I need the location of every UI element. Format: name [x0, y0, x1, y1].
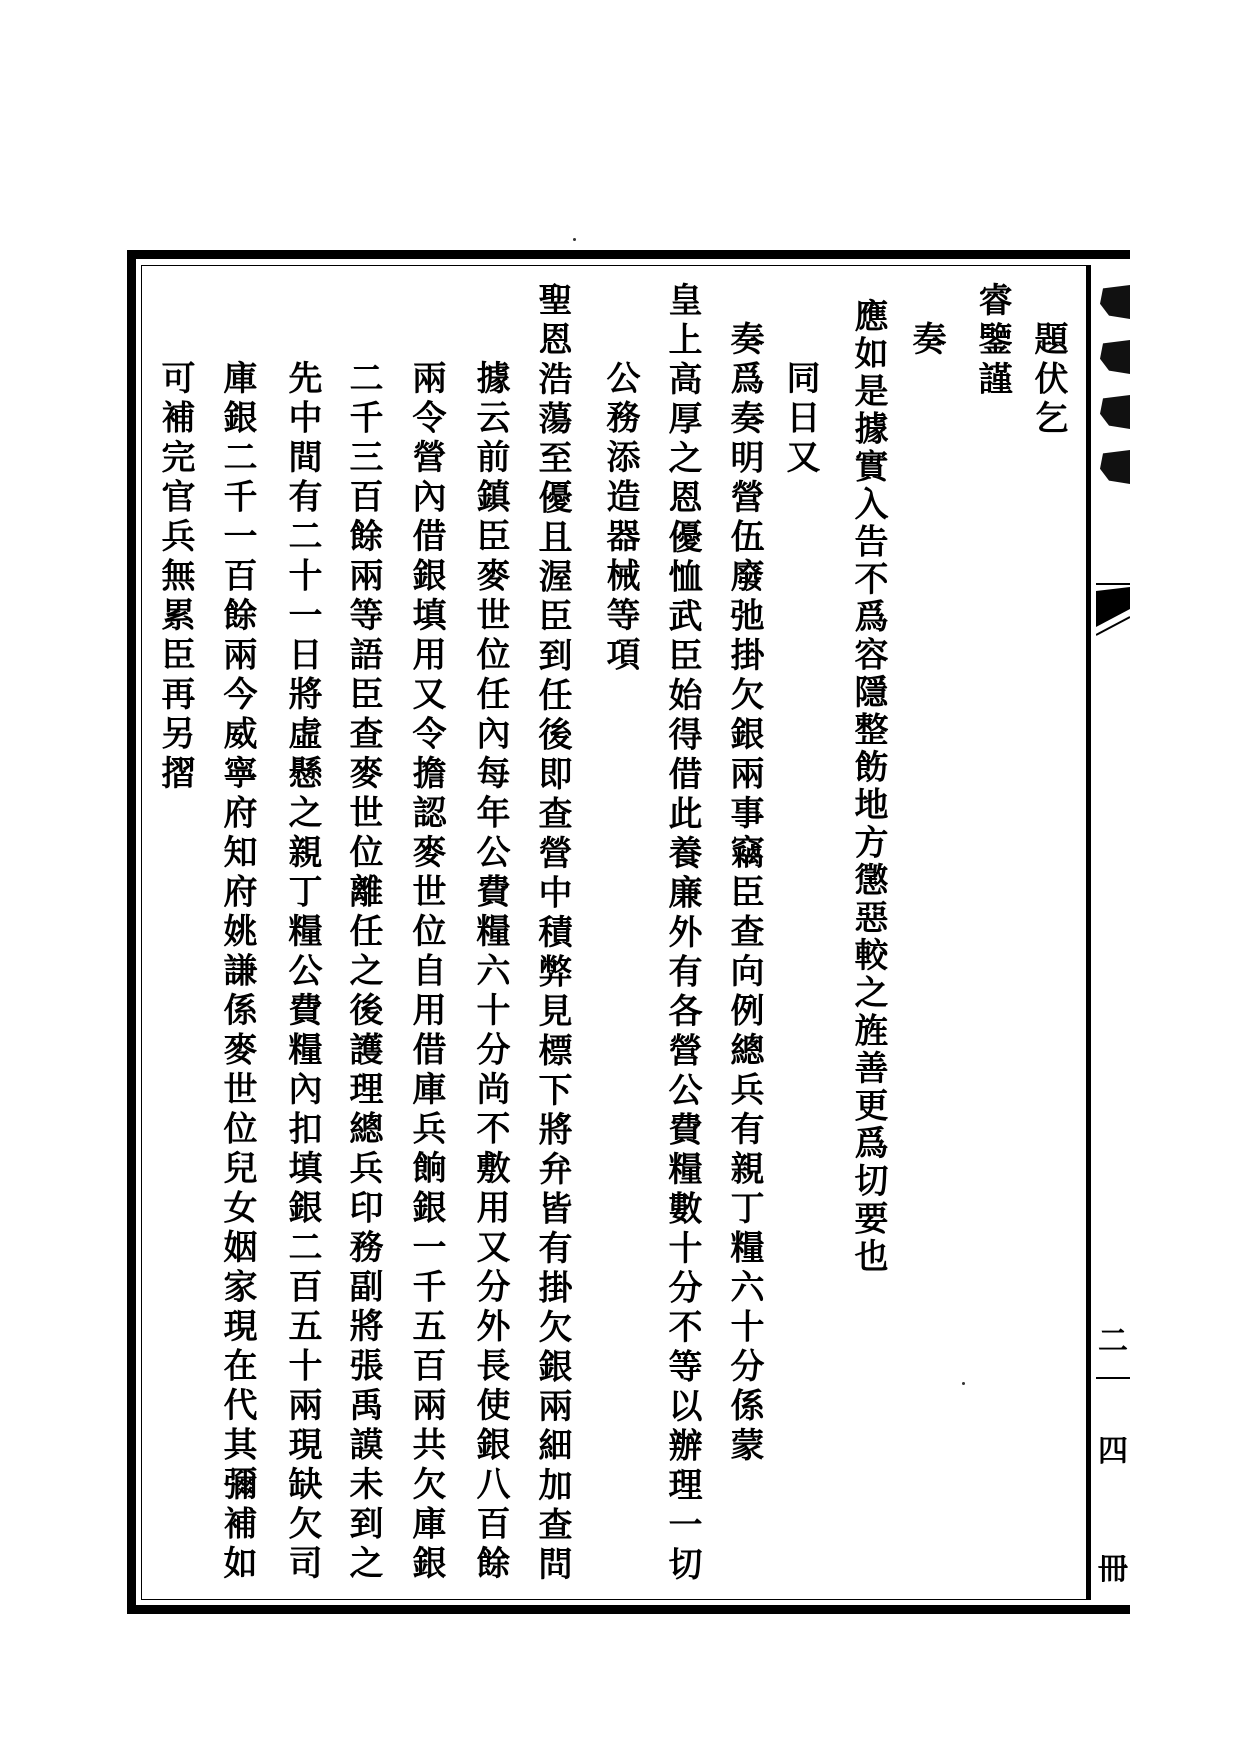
spine-margin — [1096, 265, 1130, 1600]
text-column: 先中間有二十一日將虛懸之親丁糧公費糧內扣填銀二百五十兩現缺欠司 — [282, 360, 322, 1585]
text-column: 奏 — [906, 321, 946, 361]
margin-rule — [1096, 1377, 1130, 1379]
scan-speck — [962, 1382, 965, 1385]
text-column: 可補完官兵無累臣再另摺 — [155, 360, 195, 795]
cropped-title-glyph — [1100, 285, 1130, 319]
volume-number: 四 — [1098, 1437, 1128, 1467]
scan-speck — [573, 238, 576, 241]
text-column: 應如是據實入告不爲容隱整飭地方懲惡較之旌善更爲切要也 — [848, 298, 888, 1276]
cropped-title-glyph — [1100, 450, 1130, 484]
text-column: 兩令營內借銀填用又令擔認麥世位自用借庫兵餉銀一千五百兩共欠庫銀 — [406, 360, 446, 1585]
cropped-title-glyph — [1100, 395, 1130, 429]
text-column: 同日又 — [780, 360, 820, 479]
text-column: 題伏乞 — [1028, 321, 1068, 440]
fishtail-mark-icon — [1096, 587, 1130, 657]
text-column: 二千三百餘兩等語臣查麥世位離任之後護理總兵印務副將張禹謨未到之 — [343, 360, 383, 1585]
text-column: 據云前鎮臣麥世位任內每年公費糧六十分尚不敷用又分外長使銀八百餘 — [470, 360, 510, 1585]
text-column: 睿鑒謹 — [972, 282, 1012, 401]
text-column: 庫銀二千一百餘兩今威寧府知府姚謙係麥世位兒女姻家現在代其彌補如 — [217, 360, 257, 1585]
text-column: 奏爲奏明營伍廢弛掛欠銀兩事竊臣查向例總兵有親丁糧六十分係蒙 — [724, 321, 764, 1467]
text-column: 皇上高厚之恩優恤武臣始得借此養廉外有各營公費糧數十分不等以辦理一切 — [662, 282, 702, 1586]
margin-rule — [1096, 583, 1130, 585]
text-column: 聖恩浩蕩至優且渥臣到任後即查營中積弊見標下將弁皆有掛欠銀兩細加查問 — [532, 282, 572, 1586]
leaf-number: 二 — [1098, 1327, 1128, 1357]
text-column: 公務添造器械等項 — [600, 360, 640, 676]
cropped-title-glyph — [1100, 340, 1130, 374]
volume-label: 冊 — [1098, 1555, 1128, 1585]
